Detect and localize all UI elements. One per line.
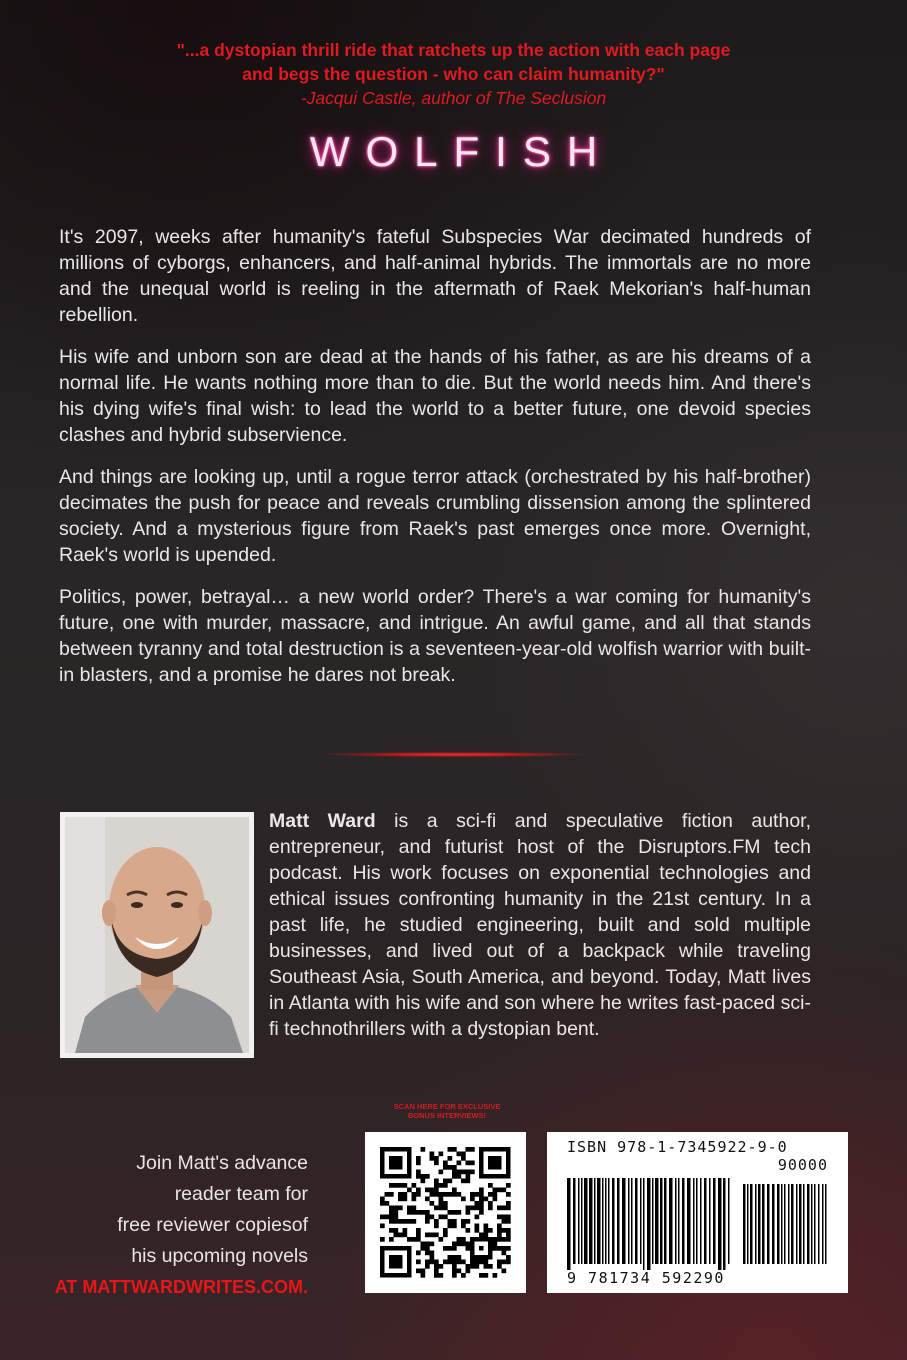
qr-code-graphic xyxy=(365,1132,526,1293)
reader-team-callout xyxy=(20,1148,308,1303)
book-title: WOLFISH xyxy=(309,128,614,175)
author-photo-frame xyxy=(60,812,254,1058)
join-line-4: his upcoming novels xyxy=(131,1245,308,1267)
review-quote xyxy=(0,38,907,110)
quote-attribution: -Jacqui Castle, author of The Seclusion xyxy=(300,88,607,108)
author-photo xyxy=(65,817,249,1053)
blurb-paragraph: Politics, power, betrayal… a new world order? There's a war coming for humanity's future, one with murder, massacre, and intrigue. An awful game, and all that stands between tyranny and total destruction is a seventeen-year-old wolfish warrior with built-in blasters, and a promise he dares not break. xyxy=(59,586,811,686)
quote-line-1: "...a dystopian thrill ride that ratchets up the action with each page xyxy=(176,40,731,60)
blurb-paragraph: It's 2097, weeks after humanity's fateful Subspecies War decimated hundreds of millions of cyborgs, enhancers, and half-animal hybrids. The immortals are no more and the unequal world is reeling in the aftermath of Raek Mekorian's half-human rebellion. xyxy=(59,226,811,326)
book-blurb xyxy=(59,224,811,704)
join-line-1: Join Matt's advance xyxy=(136,1152,308,1174)
red-glow-divider xyxy=(320,752,590,757)
join-line-3: free reviewer copiesof xyxy=(117,1214,308,1236)
qr-scan-note xyxy=(357,1102,537,1120)
author-name: Matt Ward xyxy=(269,810,376,832)
author-bio-text: is a sci-fi and speculative fiction author, entrepreneur, and futurist host of the Disruptors.FM tech podcast. His work focuses on exponential technologies and ethical issues confronting humanity in the 21st century. In a past life, he studied engineering, built and sold multiple businesses, and lived out of a backpack while traveling Southeast Asia, South America, and beyond. Today, Matt lives in Atlanta with his wife and son where he writes fast-paced sci-fi technothrillers with a dystopian bent. xyxy=(269,810,811,1040)
blurb-paragraph: And things are looking up, until a rogue terror attack (orchestrated by his half-brother) decimates the push for peace and reveals crumbling dissension among the splintered society. And a mysterious figure from Raek's past emerges once more. Overnight, Raek's world is upended. xyxy=(59,466,811,566)
isbn-label: ISBN 978-1-7345922-9-0 xyxy=(567,1138,788,1156)
website-link[interactable]: AT MATTWARDWRITES.COM. xyxy=(54,1277,308,1297)
scan-note-line-1: SCAN HERE FOR EXCLUSIVE xyxy=(393,1102,501,1111)
author-portrait-illustration xyxy=(65,817,249,1053)
isbn-barcode xyxy=(547,1132,848,1293)
author-bio xyxy=(269,808,811,1042)
quote-line-2: and begs the question - who can claim humanity?" xyxy=(242,64,665,84)
scan-note-line-2: BONUS INTERVIEWS! xyxy=(407,1111,487,1120)
barcode-number: 9 781734 592290 xyxy=(567,1269,725,1287)
join-line-2: reader team for xyxy=(174,1183,308,1205)
qr-code[interactable] xyxy=(365,1132,526,1293)
blurb-paragraph: His wife and unborn son are dead at the hands of his father, as are his dreams of a normal life. He wants nothing more than to die. But the world needs him. And there's his dying wife's final wish: to lead the world to a better future, one devoid species clashes and hybrid subservience. xyxy=(59,346,811,446)
price-code: 90000 xyxy=(777,1156,828,1174)
